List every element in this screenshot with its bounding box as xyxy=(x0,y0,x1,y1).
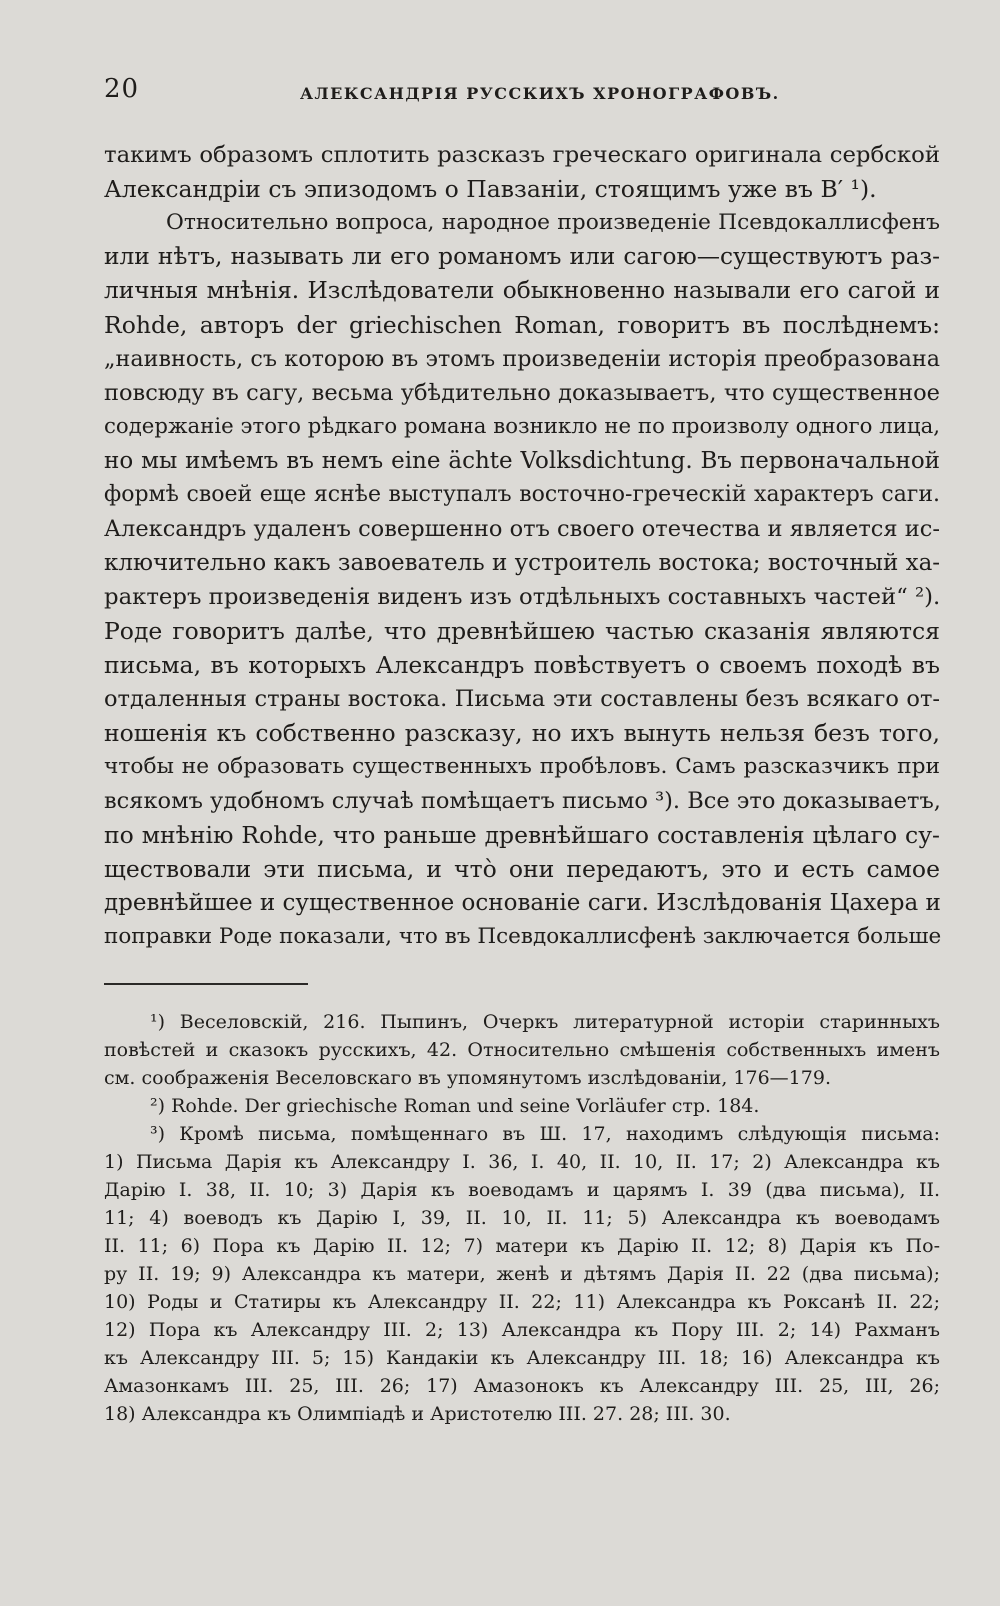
body-line: содержаніе этого рѣдкаго романа возникло не по произволу одного лица, xyxy=(104,414,940,439)
footnote-line: къ Александру III. 5; 15) Кандакіи къ Александру III. 18; 16) Александра къ xyxy=(104,1347,940,1369)
body-line: по мнѣнію Rohde, что раньше древнѣйшаго составленія цѣлаго су- xyxy=(104,821,940,849)
body-line: древнѣйшее и существенное основаніе саги. Изслѣдованія Цахера и xyxy=(104,890,941,916)
footnote-line: ³) Кромѣ письма, помѣщеннаго въ Ш. 17, находимъ слѣдующія письма: xyxy=(150,1123,940,1145)
footnote-line: 10) Роды и Статиры къ Александру II. 22; 11) Александра къ Роксанѣ II. 22; xyxy=(104,1291,940,1313)
body-line: личныя мнѣнія. Изслѣдователи обыкновенно называли его сагой и xyxy=(104,277,940,304)
footnote-line: ¹) Веселовскій, 216. Пыпинъ, Очеркъ литературной исторіи старинныхъ xyxy=(150,1011,940,1033)
body-line: Александръ удаленъ совершенно отъ своего отечества и является ис- xyxy=(104,516,940,542)
body-line: отдаленныя страны востока. Письма эти составлены безъ всякаго от- xyxy=(104,686,940,712)
body-line: формѣ своей еще яснѣе выступалъ восточно-греческій характеръ саги. xyxy=(104,482,940,507)
body-line: „наивность, съ которою въ этомъ произведеніи исторія преобразована xyxy=(104,346,940,372)
footnote-line: ²) Rohde. Der griechische Roman und seine Vorläufer стр. 184. xyxy=(150,1095,760,1117)
body-line: Роде говоритъ далѣе, что древнѣйшею частью сказанія являются xyxy=(104,617,940,645)
body-line: повсюду въ сагу, весьма убѣдительно доказываетъ, что существенное xyxy=(104,380,940,406)
footnote-line: 12) Пора къ Александру III. 2; 13) Александра къ Пору III. 2; 14) Рахманъ xyxy=(104,1319,940,1341)
body-line: рактеръ произведенія виденъ изъ отдѣльныхъ составныхъ частей“ ²). xyxy=(104,584,941,610)
body-line: или нѣтъ, называть ли его романомъ или сагою—существуютъ раз- xyxy=(104,243,940,270)
footnote-line: II. 11; 6) Пора къ Дарію II. 12; 7) матери къ Дарію II. 12; 8) Дарія къ По- xyxy=(104,1235,940,1257)
footnote-line: ру II. 19; 9) Александра къ матери, женѣ и дѣтямъ Дарія II. 22 (два письма); xyxy=(104,1263,940,1285)
body-line: поправки Роде показали, что въ Псевдокаллисфенѣ заключается больше xyxy=(104,924,942,949)
footnote-line: повѣстей и сказокъ русскихъ, 42. Относительно смѣшенія собственныхъ именъ xyxy=(104,1039,940,1061)
body-line: чтобы не образовать существенныхъ пробѣловъ. Самъ разсказчикъ при xyxy=(104,754,940,779)
body-line: всякомъ удобномъ случаѣ помѣщаетъ письмо ³). Все это доказываетъ, xyxy=(104,788,941,814)
footnote-line: 18) Александра къ Олимпіадѣ и Аристотелю III. 27. 28; III. 30. xyxy=(104,1403,731,1425)
body-line: такимъ образомъ сплотить разсказъ греческаго оригинала сербской xyxy=(104,142,940,168)
body-line: ключительно какъ завоеватель и устроитель востока; восточный ха- xyxy=(104,550,941,576)
body-line: письма, въ которыхъ Александръ повѣствуетъ о своемъ походѣ въ xyxy=(104,651,940,679)
page-number: 20 xyxy=(104,74,140,104)
footnote-line: Дарію I. 38, II. 10; 3) Дарія къ воеводамъ и царямъ I. 39 (два письма), II. xyxy=(104,1179,940,1201)
body-line: Относительно вопроса, народное произведеніе Псевдокаллисфенъ xyxy=(166,210,940,235)
body-line: ществовали эти письма, и что̀ они передаютъ, это и есть самое xyxy=(104,855,940,883)
body-line: но мы имѣемъ въ немъ eine ächte Volksdichtung. Въ первоначальной xyxy=(104,448,940,474)
footnote-divider xyxy=(104,983,308,985)
running-title: АЛЕКСАНДРІЯ РУССКИХЪ ХРОНОГРАФОВЪ. xyxy=(300,84,780,103)
footnote-line: Амазонкамъ III. 25, III. 26; 17) Амазонокъ къ Александру III. 25, III, 26; xyxy=(104,1375,940,1397)
body-line: Александріи съ эпизодомъ о Павзаніи, стоящимъ уже въ B′ ¹). xyxy=(104,175,877,203)
body-line: ношенія къ собственно разсказу, но ихъ вынуть нельзя безъ того, xyxy=(104,719,940,747)
footnote-line: 11; 4) воеводъ къ Дарію I, 39, II. 10, II. 11; 5) Александра къ воеводамъ xyxy=(104,1207,940,1229)
footnote-line: см. соображенія Веселовскаго въ упомянутомъ изслѣдованіи, 176—179. xyxy=(104,1067,831,1089)
footnote-line: 1) Письма Дарія къ Александру I. 36, I. 40, II. 10, II. 17; 2) Александра къ xyxy=(104,1151,940,1173)
body-line: Rohde, авторъ der griechischen Roman, говоритъ въ послѣднемъ: xyxy=(104,311,940,339)
